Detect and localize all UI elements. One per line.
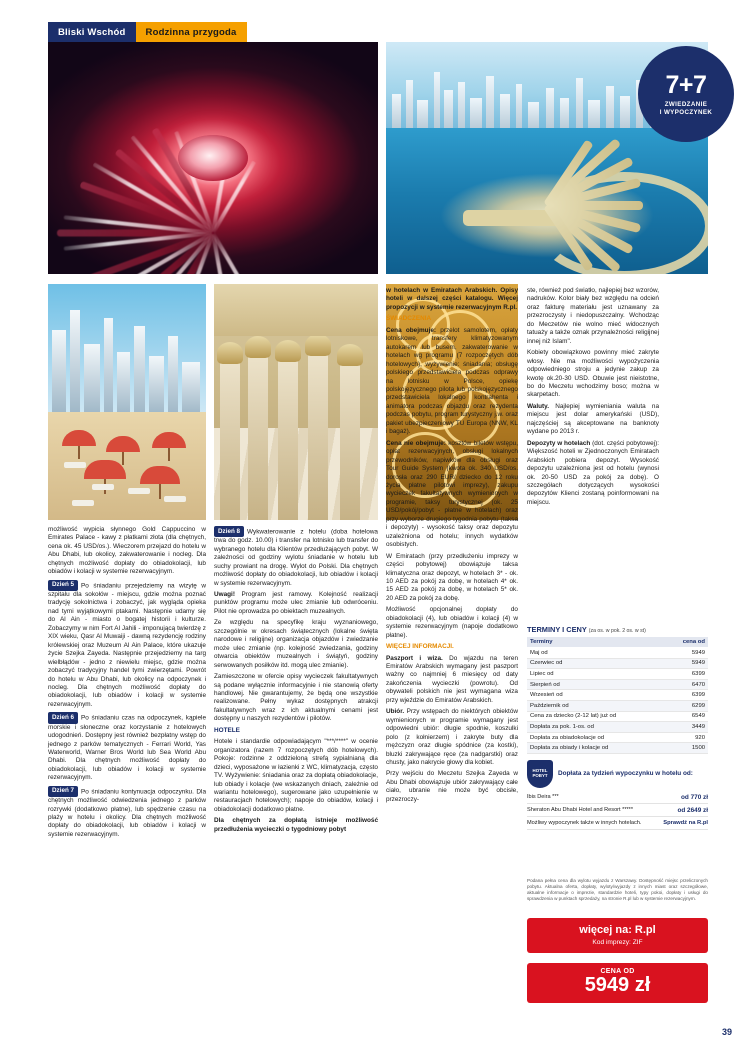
text-column-2	[214, 526, 378, 837]
hotele-bold-tail: Dla chętnych za dopłatą istnieje możliwość przedłużenia wycieczki o tygodniowy pobyt	[214, 817, 378, 833]
waluty-text: Najlepiej wymieniania waluta na miejscu jest dolar amerykański (USD), najczęściej są akceptowane na banknoty wydane po 2013 r.	[527, 402, 659, 436]
tag-region: Bliski Wschód	[48, 22, 136, 43]
more-info-cta[interactable]	[527, 918, 708, 953]
table-row	[527, 669, 708, 680]
price-row-label: Lipiec od	[527, 669, 666, 680]
table-row	[527, 722, 708, 733]
ubior-label: Ubiór.	[386, 708, 405, 716]
cena-obejmuje-label: Cena obejmuje:	[386, 326, 437, 334]
col4-p2: Kobiety obowiązkowo powinny mieć zakryte włosy. Nie ma możliwości wypożyczenia odpowiedniego stroju a jedynie zakup za kwotę ok.20-30 USD. Obuwie jest nieistotne, bo do Meczetu wchodzimy boso; można w skarpetach.	[527, 349, 659, 399]
swiadczenia-heading: ŚWIADCZENIA	[386, 315, 432, 323]
col3-lead: w hotelach w Emiratach Arabskich. Opisy hoteli w dalszej części katalogu. Więcej propozycji w systemie rezerwacyjnym R.pl.	[386, 287, 518, 311]
waluty-label: Waluty.	[527, 402, 550, 410]
hotel-price[interactable]: Sprawdź na R.pl	[663, 819, 708, 826]
col2-p3: Zamieszczone w ofercie opisy wycieczek fakultatywnych są podane wyłącznie informacyjnie i nie stanowią oferty handlowej. Nie gwarantujemy, że będą one wszystkie realizowane. Pełny wykaz dostępnych atrakcji fakultatywnych wraz z ich aktualnymi cenami jest dostępny u naszych rezydentów i pilotów.	[214, 673, 378, 723]
hotel-name: Ibis Deira ***	[527, 793, 559, 800]
underwater-lionfish-photo	[48, 42, 378, 274]
badge-value: 7+7	[665, 70, 707, 99]
table-row	[527, 700, 708, 711]
list-item	[527, 817, 708, 830]
hotel-name: Sheraton Abu Dhabi Hotel and Resort *****	[527, 806, 634, 813]
price-row-value: 3449	[666, 722, 709, 733]
table-row	[527, 743, 708, 754]
price-row-label: Sierpień od	[527, 679, 666, 690]
hotel-name: Możliwy wypoczynek także w innych hotelach.	[527, 819, 642, 826]
cta-offer-code: Kod imprezy: ZIF	[592, 939, 643, 946]
dubai-beach-skyline-photo	[48, 284, 206, 520]
cena-obejmuje-text: przelot samolotem, opłaty lotniskowe, transfery klimatyzowanym autokarem lub busem, zakwaterowanie w hotelach wg programu (7 rozpoczętych dób hotelowych), wyżywienie: śniadania; obsługę polskiego przedstawiciela podczas odprawy na lotnisku w Polsce, opiekę polskojęzycznego pilota lub polskojęzycznego przedstawiciela lokalnego kontrahenta i animatora podczas objazdu oraz rezydenta podczas pobytu, program turystyczny j.w. oraz pakiet ubezpieczeniowy TU Europa (NNW, KL i bagaż).	[386, 326, 518, 436]
cena-nie-obejmuje-label: Cena nie obejmuje:	[386, 439, 446, 447]
day-badge: Dzień 5	[48, 580, 78, 591]
price-row-label: Maj od	[527, 648, 666, 659]
table-row	[527, 711, 708, 722]
wiecej-informacji-heading: WIĘCEJ INFORMACJI.	[386, 643, 454, 651]
col4-p1: ste, również pod światło, najlepiej bez wzorów, nadruków. Kolor biały bez względu na odcień oraz fakturę materiału jest uznawany za przezroczysty i niedopuszczalny. Wchodząc do Meczetów nie wolno mieć widocznych tatuaży a także oznak przynależności religijnej innej niż Islam".	[527, 287, 659, 345]
price-cta	[527, 963, 708, 1003]
sheikh-zayed-mosque-photo	[214, 284, 378, 520]
cta-more-label: więcej na: R.pl	[579, 924, 656, 936]
emiraty-text: W Emiratach (przy przedłużeniu imprezy w części pobytowej) obowiązuje taksa klimatyczna oraz depozyt, w hotelach 3* - ok. 10 AED za pokój za dobę, w hotelach 4* ok. 15 AED za pokój za dobę, w hotelach 5* ok. 20 AED za pokój za dobę.	[386, 552, 518, 602]
mozliwosc-text: Możliwość opcjonalnej dopłaty do obiadokolacji (4), lub obiadów i kolacji (4) w systemie rezerwacyjnym (napoje dodatkowo płatne).	[386, 606, 518, 639]
list-item	[527, 804, 708, 817]
price-row-label: Czerwiec od	[527, 658, 666, 669]
extra-week-block	[527, 760, 708, 830]
day-entry	[48, 580, 206, 710]
price-row-value: 920	[666, 732, 709, 743]
tag-type: Rodzinna przygoda	[136, 22, 247, 43]
price-row-label: Dopłata za obiady i kolacje od	[527, 743, 666, 754]
hotel-price: od 2649 zł	[677, 806, 708, 814]
day-text: Wykwaterowanie z hotelu (doba hotelowa trwa do godz. 10.00) i transfer na lotnisko lub transfer do wybranego hotelu dla Klientów przedłużających pobyt. W zależności od godziny wylotu śniadanie w hotelu lub suchy prowiant na drogę. Wylot do Polski. Dla chętnych możliwość dopłaty do obiadokolacji, lub obiadów i kolacji w systemie rezerwacyjnym.	[214, 528, 378, 587]
fine-print: Podana pełna cena dla wylotu wyjazdu z Warszawy. Dostępność miejsc przeliczonych pobytu. Aktualna oferta, dopłaty, wyloty/wyjazdy z innych miast oraz szczegółowe, aktualne informacje o imprezie, standardzie hoteli, typy pokoi, dopłaty i usługi do sprawdzenia w punktach sprzedaży, na stronie R.pl lub w systemie rezerwacyjnym.	[527, 878, 708, 901]
day-entry	[214, 526, 378, 588]
hotele-text: Hotele i standardie odpowiadającym "***/****" w ocenie organizatora (razem 7 rozpoczętych dób hotelowych). Pokoje: rodzinne z oddzieloną strefą sypialnianą dla dzieci, wyposażone w łazienki z WC, klimatyzacja, często TV. Wyżywienie: śniadania oraz za dopłatą obiadokolacje, lub obiady i kolacje (we wskazanych dniach, zależnie od wariantu hotelowego), sugerowane jako uzupełnienie w restauracjach hotelowych); napoje do obiadów, kolacji i obiadokolacji dodatkowo płatne.	[214, 738, 378, 813]
depozyty-label: Depozyty w hotelach	[527, 439, 591, 447]
text-column-3	[386, 287, 518, 807]
price-row-value: 1500	[666, 743, 709, 754]
price-value: 5949 zł	[584, 974, 651, 996]
col1-intro: możliwość wypicia słynnego Gold Cappuccino w Emirates Palace - kawy z płatkami złota (dla chętnych, cena ok. 45 USD/os.). Wieczorem przejazd do hotelu w Abu Dhabi, lub okolicy, zakwaterowanie i nocleg. Dla chętnych możliwość dopłaty do obiadokolacji, lub obiadów i kolacji w systemie rezerwacyjnym.	[48, 526, 206, 576]
meczet-text: Przy wejściu do Meczetu Szejka Zayeda w Abu Dhabi obowiązuje ubiór zakrywający całe ciało, ubranie nie może być obcisłe, przezroczy-	[386, 770, 518, 803]
price-col-term: Terminy	[527, 637, 666, 648]
price-row-label: Październik od	[527, 700, 666, 711]
price-col-value: cena od	[666, 637, 709, 648]
extra-week-title: Dopłata za tydzień wypoczynku w hotelu od:	[558, 770, 693, 778]
day-text: Po śniadaniu kontynuacja odpoczynku. Dla chętnych możliwość odwiedzenia jednego z parków rozrywki (dodatkowo płatne), lub spędzenie czasu na plaży w hotelu i okolicy. Dla chętnych możliwość dopłaty do obiadokolacji, lub obiadów i kolacji w systemie rezerwacyjnym.	[48, 788, 206, 838]
price-row-value: 5949	[666, 658, 709, 669]
price-row-label: Wrzesień od	[527, 690, 666, 701]
hotele-heading: HOTELE	[214, 726, 240, 734]
table-row	[527, 658, 708, 669]
paszport-text: Do wjazdu na teren Emiratów Arabskich wymagany jest paszport ważny co najmniej 6 miesięcy od daty zakończenia wycieczki (powrotu). Od obywateli polskich nie jest wymagana wiza przy wjeździe do Emiratów Arabskich.	[386, 654, 518, 704]
depozyty-text: (dot. części pobytowej): Większość hoteli w Zjednoczonych Emiratach Arabskich pobiera depozyt. Wysokość depozytu uzależniona jest od hotelu (wynosi ok. 20-50 USD za pokój za dobę). O szczegółach dotyczących wysokości depozytów Klienci zostaną poinformowani na miejscu.	[527, 439, 659, 506]
hotel-stay-icon: HOTEL POBYT	[527, 760, 553, 788]
table-row	[527, 679, 708, 690]
price-row-value: 6399	[666, 690, 709, 701]
tag-bar	[48, 22, 247, 43]
table-row	[527, 690, 708, 701]
price-row-value: 6399	[666, 669, 709, 680]
badge-7plus7	[638, 46, 734, 142]
ubior-text: Przy wstępach do niektórych obiektów wymienionych w programie wymagany jest odpowiedni ubiór: długie spodnie, koszulki polo (z kołnierzem) i zakryte buty dla mężczyzn oraz długie spódnice (za kostki), bluzki zakrywające ręce (za nadgarstki) oraz chusty, jako nakrycie głowy dla kobiet.	[386, 708, 518, 767]
price-label: CENA OD	[600, 968, 635, 975]
day-badge: Dzień 6	[48, 712, 78, 723]
badge-line2: I WYPOCZYNEK	[659, 108, 713, 116]
hotel-price: od 770 zł	[681, 793, 708, 801]
paszport-label: Paszport i wiza.	[386, 654, 443, 662]
price-row-label: Cena za dziecko (2-12 lat) już od	[527, 711, 666, 722]
terms-title: TERMINY I CENY (za os. w pok. 2 os. w st)	[527, 625, 646, 634]
price-row-label: Dopłata za pok. 1-os. od	[527, 722, 666, 733]
page-number: 39	[721, 1027, 732, 1037]
uwagi-text: Program jest ramowy. Kolejność realizacji punktów programu może ulec zmianie lub odwróceniu. Pilot nie oprowadza po obiektach muzealnych.	[214, 591, 379, 615]
day-text: Po śniadaniu czas na odpoczynek, kąpiele morskie i słoneczne oraz korzystanie z hotelowych udogodnień. Dostępny jest również bezpłatny wstęp do jednego z parków tematycznych - Ferrari World, Yas Waterworld, Warner Bros World lub Sea World Abu Dhabi. Dla chętnych możliwość dopłaty do obiadokolacji, lub obiadów i kolacji w systemie rezerwacyjnym.	[48, 714, 206, 782]
day-entry	[48, 786, 206, 840]
terms-and-prices	[527, 625, 708, 754]
cena-nie-obejmuje-text: kosztów biletów wstępu, opłat rezerwacyjnych, obsługi lokalnych przewodników, napiwków dla obsługi oraz Tour Guide System (kwota ok. 340 USD/os. dorosła oraz 290 EUR/ dziecko do 12 roku życia płatne pilotowi imprezy), zakupu wycieczek fakultatywnych wymienionych w programie, taksy turystycznej (ok. 25 USD/pokój/pobyt - płatne w hotelach) oraz przy wyborze drugiego tygodnia pobytu (taksa i depozyty) - wysokość taksy oraz depozytu uzależniona od hotelu; innych wydatków osobistych.	[386, 439, 518, 549]
text-column-4	[527, 287, 659, 510]
price-row-value: 6299	[666, 700, 709, 711]
price-row-label: Dopłata za obiadokolacje od	[527, 732, 666, 743]
uwagi-label: Uwagi!	[214, 591, 235, 599]
terms-title-note: (za os. w pok. 2 os. w st)	[588, 628, 646, 634]
price-row-value: 5949	[666, 648, 709, 659]
day-badge: Dzień 8	[214, 526, 244, 537]
col2-p2: Ze względu na specyfikę kraju wyznaniowego, szczególnie w okresach świątecznych (lokalne święta narodowe i religijne) organizacja objazdów i zwiedzanie może ulec zmianie (np. kolejność zwiedzania, godziny otwarcia obiektów muzealnych i świątyń, godziny serwowanych posiłków itd. mogą ulec zmianie).	[214, 619, 378, 669]
table-row	[527, 648, 708, 659]
text-column-1	[48, 526, 206, 842]
day-text: Po śniadaniu przejedziemy na wizytę w szpitalu dla sokołów - miejscu, gdzie można poznać tradycję sokolnictwa i zobaczyć, jak wygląda opieka nad tymi wyjątkowymi ptakami. Następnie udamy się do Al Ain - miasto o bogatej historii i kulturze. Zobaczymy w nim Fort Al Jahili - imponującą twierdzę z XIX wieku, Qasr Al Muwaiji - dawną rezydencję rodziny królewskiej oraz Muzeum Al Ain Palace, które ukazuje życie Szejka Zayeda. Następnie przejedziemy na targ wielbłądów - jedno z niewielu miejsc, gdzie można zobaczyć tradycyjny handel tymi zwierzętami. Powrót do hotelu w Abu Dhabi, lub okolicy na odpoczynek i nocleg. Dla chętnych możliwość dopłaty do obiadokolacji, lub obiadów i kolacji w systemie rezerwacyjnym.	[48, 582, 206, 708]
table-row	[527, 732, 708, 743]
price-row-value: 6470	[666, 679, 709, 690]
day-badge: Dzień 7	[48, 786, 78, 797]
list-item	[527, 791, 708, 804]
price-table	[527, 637, 708, 754]
day-entry	[48, 712, 206, 782]
price-row-value: 6549	[666, 711, 709, 722]
badge-line1: ZWIEDZANIE	[664, 101, 708, 109]
